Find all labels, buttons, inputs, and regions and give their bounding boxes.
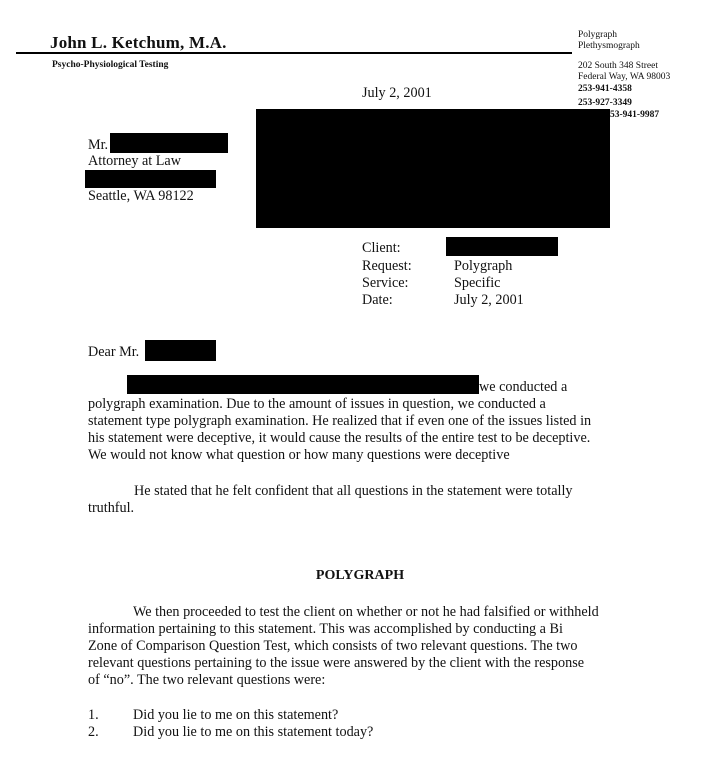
recipient-city: Seattle, WA 98122 (88, 188, 194, 204)
redaction-block-large (256, 109, 610, 228)
phone-1: 253-941-4358 (578, 84, 632, 94)
case-label-service: Service: (362, 275, 409, 291)
letter-date: July 2, 2001 (362, 85, 432, 101)
section-heading: POLYGRAPH (315, 568, 405, 583)
recipient-prefix: Mr. (88, 137, 109, 153)
case-value-date: July 2, 2001 (454, 292, 524, 308)
service-polygraph: Polygraph (578, 30, 618, 40)
paragraph3-line: Zone of Comparison Question Test, which consists of two relevant questions. The two (88, 638, 578, 654)
question-number: 1. (88, 707, 99, 723)
greeting: Dear Mr. (88, 344, 140, 360)
service-plethysmograph: Plethysmograph (578, 41, 640, 51)
recipient-title: Attorney at Law (88, 153, 181, 169)
redaction-recipient-name (110, 133, 228, 153)
case-value-service: Specific (454, 275, 501, 291)
case-value-request: Polygraph (454, 258, 513, 274)
case-label-client: Client: (362, 240, 401, 256)
paragraph1-line: his statement were deceptive, it would cause the results of the entire test to be deceptive. (88, 430, 591, 446)
letterhead-tagline: Psycho-Physiological Testing (52, 60, 169, 70)
phone-3: 53-941-9987 (610, 110, 660, 120)
address-city: Federal Way, WA 98003 (578, 72, 671, 82)
redaction-recipient-street (85, 170, 216, 188)
question-text: Did you lie to me on this statement? (133, 707, 339, 723)
paragraph3-line: We then proceeded to test the client on whether or not he had falsified or withheld (133, 604, 599, 620)
redaction-greeting-name (145, 340, 216, 361)
paragraph2-line: He stated that he felt confident that all questions in the statement were totally (134, 483, 573, 499)
paragraph3-line: relevant questions pertaining to the issue were answered by the client with the response (88, 655, 585, 671)
redaction-paragraph-opening (127, 375, 479, 394)
paragraph2-line: truthful. (88, 500, 135, 516)
redaction-client-name (446, 237, 558, 256)
case-label-request: Request: (362, 258, 412, 274)
address-street: 202 South 348 Street (578, 61, 658, 71)
phone-2: 253-927-3349 (578, 98, 632, 108)
case-label-date: Date: (362, 292, 393, 308)
paragraph1-line: We would not know what question or how many questions were deceptive (88, 447, 510, 463)
letterhead-name: John L. Ketchum, M.A. (50, 33, 227, 52)
paragraph1-line: we conducted a (479, 379, 568, 395)
question-text: Did you lie to me on this statement today? (133, 724, 374, 740)
question-number: 2. (88, 724, 99, 740)
header-rule (16, 52, 572, 54)
paragraph1-line: polygraph examination. Due to the amount of issues in question, we conducted a (88, 396, 546, 412)
paragraph3-line: of “no”. The two relevant questions were: (88, 672, 326, 688)
paragraph3-line: information pertaining to this statement. This was accomplished by conducting a Bi (88, 621, 563, 637)
paragraph1-line: statement type polygraph examination. He realized that if even one of the issues listed in (88, 413, 592, 429)
